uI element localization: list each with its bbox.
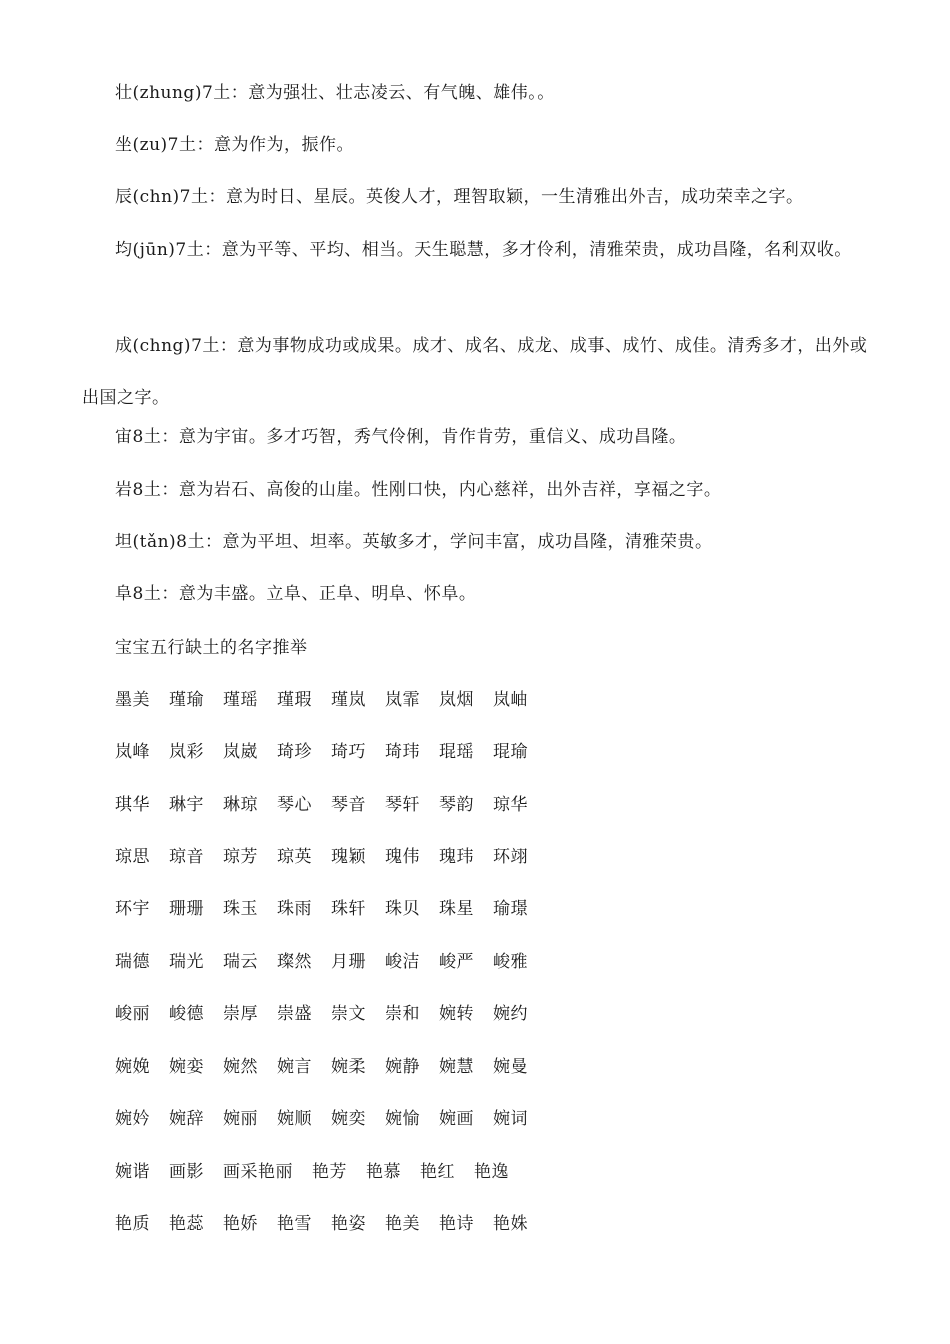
names-row [115,898,547,920]
name-item: 岚岫 [493,690,528,710]
name-item: 峻丽 [115,1004,150,1024]
entry-chen: 辰(chn)7土：意为时日、星辰。英俊人才，理智取颖，一生清雅出外吉，成功荣幸之字。 [115,187,804,207]
name-item: 峻雅 [493,952,528,972]
name-item: 琼芳 [223,847,258,867]
name-item: 婉画 [439,1109,474,1129]
name-item: 琴韵 [439,795,474,815]
name-item: 艳美 [385,1214,420,1234]
name-item: 瑾瑜 [169,690,204,710]
name-item: 珠星 [439,899,474,919]
name-item: 瑾岚 [331,690,366,710]
name-item: 婉曼 [493,1057,528,1077]
name-item: 珊珊 [169,899,204,919]
name-item: 画采艳丽 [223,1162,293,1182]
name-item: 峻严 [439,952,474,972]
name-item: 琨瑶 [439,742,474,762]
name-item: 琦玮 [385,742,420,762]
name-item: 岚彩 [169,742,204,762]
entry-tan: 坦(tǎn)8土：意为平坦、坦率。英敏多才，学问丰富，成功昌隆，清雅荣贵。 [115,532,713,552]
entry-zhou: 宙8土：意为宇宙。多才巧智，秀气伶俐，肯作肯劳，重信义、成功昌隆。 [115,427,687,447]
name-item: 艳蕊 [169,1214,204,1234]
names-row [115,846,547,868]
name-item: 瑾瑕 [277,690,312,710]
name-item: 墨美 [115,690,150,710]
name-item: 峻洁 [385,952,420,972]
name-item: 婉妗 [115,1109,150,1129]
name-item: 瑰伟 [385,847,420,867]
names-row [115,1161,528,1183]
name-item: 琳琼 [223,795,258,815]
names-row [115,794,547,816]
name-item: 琦巧 [331,742,366,762]
names-row [115,1003,547,1025]
name-item: 岚崴 [223,742,258,762]
name-item: 崇厚 [223,1004,258,1024]
name-item: 婉然 [223,1057,258,1077]
names-row [115,1056,547,1078]
name-item: 婉静 [385,1057,420,1077]
name-item: 珠雨 [277,899,312,919]
name-item: 岚烟 [439,690,474,710]
name-item: 画影 [169,1162,204,1182]
name-item: 琪华 [115,795,150,815]
name-item: 婉愉 [385,1109,420,1129]
name-item: 珠贝 [385,899,420,919]
name-item: 艳姝 [493,1214,528,1234]
name-item: 艳芳 [312,1162,347,1182]
entry-yan: 岩8土：意为岩石、高俊的山崖。性刚口快，内心慈祥，出外吉祥，享福之字。 [115,480,722,500]
name-item: 岚霏 [385,690,420,710]
name-item: 婉言 [277,1057,312,1077]
name-item: 艳姿 [331,1214,366,1234]
name-item: 婉谐 [115,1162,150,1182]
entry-fu: 阜8土：意为丰盛。立阜、正阜、明阜、怀阜。 [115,584,477,604]
name-item: 婉转 [439,1004,474,1024]
name-item: 瑞云 [223,952,258,972]
name-item: 琼音 [169,847,204,867]
name-item: 艳红 [420,1162,455,1182]
name-item: 珠玉 [223,899,258,919]
name-item: 婉词 [493,1109,528,1129]
name-item: 婉丽 [223,1109,258,1129]
name-item: 婉柔 [331,1057,366,1077]
names-row [115,951,547,973]
name-item: 环宇 [115,899,150,919]
name-item: 崇文 [331,1004,366,1024]
name-item: 瑾瑶 [223,690,258,710]
name-item: 艳雪 [277,1214,312,1234]
name-item: 婉娩 [115,1057,150,1077]
name-item: 婉娈 [169,1057,204,1077]
names-row [115,1108,547,1130]
name-item: 艳慕 [366,1162,401,1182]
name-item: 崇和 [385,1004,420,1024]
name-item: 瑞德 [115,952,150,972]
name-item: 琼华 [493,795,528,815]
names-heading: 宝宝五行缺土的名字推举 [115,638,308,658]
name-item: 琼思 [115,847,150,867]
names-row [115,689,547,711]
name-item: 婉顺 [277,1109,312,1129]
name-item: 瑰玮 [439,847,474,867]
name-item: 婉慧 [439,1057,474,1077]
name-item: 婉辞 [169,1109,204,1129]
name-item: 琦珍 [277,742,312,762]
name-item: 艳娇 [223,1214,258,1234]
name-item: 艳逸 [474,1162,509,1182]
name-item: 瑞光 [169,952,204,972]
name-item: 峻德 [169,1004,204,1024]
name-item: 琴轩 [385,795,420,815]
names-row [115,1213,547,1235]
names-row [115,741,547,763]
name-item: 珠轩 [331,899,366,919]
entry-jun: 均(jūn)7土：意为平等、平均、相当。天生聪慧，多才伶利，清雅荣贵，成功昌隆，名利双收。 [115,240,852,260]
name-item: 琴音 [331,795,366,815]
name-item: 璨然 [277,952,312,972]
name-item: 艳诗 [439,1214,474,1234]
entry-zuo: 坐(zu)7土：意为作为，振作。 [115,135,354,155]
name-item: 琼英 [277,847,312,867]
name-item: 环翊 [493,847,528,867]
name-item: 琨瑜 [493,742,528,762]
name-item: 崇盛 [277,1004,312,1024]
name-item: 婉奕 [331,1109,366,1129]
name-item: 瑰颖 [331,847,366,867]
name-item: 琴心 [277,795,312,815]
entry-cheng: 成(chng)7土：意为事物成功或成果。成才、成名、成龙、成事、成竹、成佳。清秀多才，出外或出国之字。 [82,336,868,408]
name-item: 月珊 [331,952,366,972]
name-item: 岚峰 [115,742,150,762]
name-item: 瑜璟 [493,899,528,919]
name-item: 婉约 [493,1004,528,1024]
entry-zhuang: 壮(zhung)7土：意为强壮、壮志凌云、有气魄、雄伟。。 [115,83,555,103]
name-item: 琳宇 [169,795,204,815]
name-item: 艳质 [115,1214,150,1234]
